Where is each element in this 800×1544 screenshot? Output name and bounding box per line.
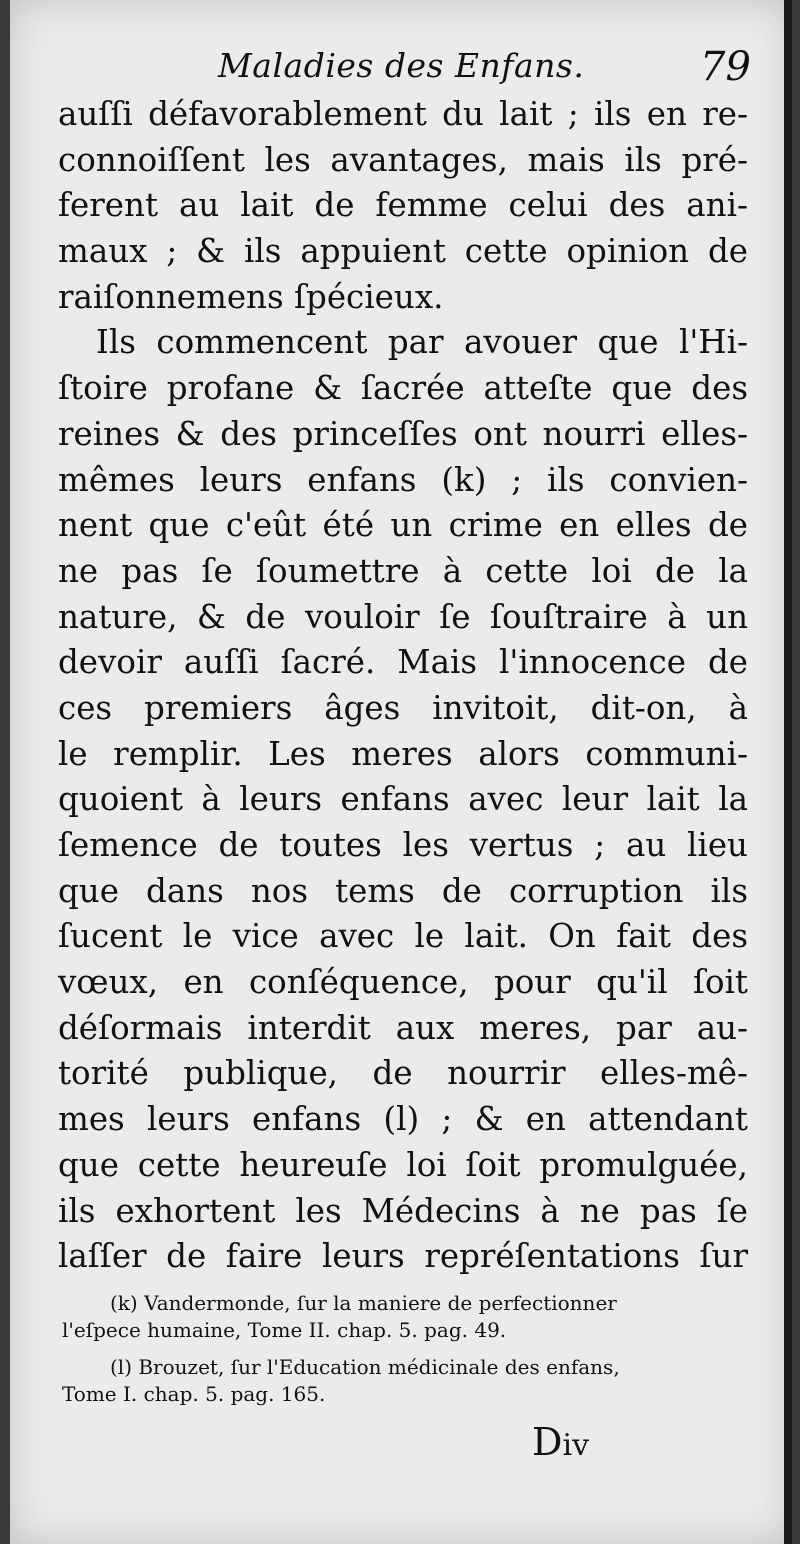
page-number: 79 (700, 44, 751, 90)
footnote-line: (l) Brouzet, ſur l'Education médicinale des enfans, (110, 1355, 620, 1379)
footnote-line: Tome I. chap. 5. pag. 165. (62, 1382, 326, 1406)
footnote-line: (k) Vandermonde, ſur la maniere de perfectionner (110, 1291, 617, 1315)
text-line: mes leurs enfans (l) ; & en attendant (58, 1100, 748, 1139)
text-line: que cette heureuſe loi ſoit promulguée, (58, 1145, 748, 1184)
paragraph-start-line: Ils commencent par avouer que l'Hi- (96, 323, 748, 362)
text-line: ces premiers âges invitoit, dit-on, à (58, 688, 748, 727)
text-line: laſſer de faire leurs repréſentations ſur (58, 1237, 748, 1276)
footnote-k (62, 1290, 752, 1344)
page-edge-shadow (784, 0, 792, 1544)
footnote-l (62, 1354, 752, 1408)
book-page (10, 0, 792, 1544)
text-line: ne pas ſe ſoumettre à cette loi de la (58, 551, 748, 590)
text-line: nent que c'eût été un crime en elles de (58, 506, 748, 545)
text-line: le remplir. Les meres alors communi- (58, 734, 748, 773)
text-line: ferent au lait de femme celui des ani- (58, 186, 748, 225)
running-head: Maladies des Enfans. (218, 46, 585, 85)
text-line: vœux, en conſéquence, pour qu'il ſoit (58, 963, 748, 1002)
text-line: mêmes leurs enfans (k) ; ils convien- (58, 460, 748, 499)
text-line: ils exhortent les Médecins à ne pas ſe (58, 1191, 748, 1230)
text-line: déſormais interdit aux meres, par au- (58, 1008, 748, 1047)
text-line: maux ; & ils appuient cette opinion de (58, 232, 748, 271)
signature-mark (532, 1420, 589, 1464)
footnotes (62, 1290, 752, 1418)
body-text (58, 92, 748, 1280)
signature-letter: D (532, 1420, 563, 1464)
text-line: reines & des princeſſes ont nourri elles- (58, 414, 748, 453)
text-line: auſſi défavorablement du lait ; ils en re- (58, 95, 748, 133)
text-line: torité publique, de nourrir elles-mê- (58, 1054, 748, 1093)
text-line: ſucent le vice avec le lait. On fait des (58, 917, 748, 956)
text-line: connoiſſent les avantages, mais ils pré- (58, 140, 748, 179)
text-line: quoient à leurs enfans avec leur lait la (58, 780, 748, 819)
text-line: raiſonnemens ſpécieux. (58, 277, 444, 316)
text-line: devoir auſſi ſacré. Mais l'innocence de (58, 643, 748, 682)
text-line: ſemence de toutes les vertus ; au lieu (58, 826, 748, 864)
signature-numeral: iv (562, 1428, 590, 1463)
text-line: ſtoire profane & ſacrée atteſte que des (58, 369, 748, 408)
footnote-line: l'eſpece humaine, Tome II. chap. 5. pag. 49. (62, 1318, 507, 1342)
text-line: que dans nos tems de corruption ils (58, 871, 748, 910)
page-header (10, 40, 792, 100)
text-line: nature, & de vouloir ſe ſouſtraire à un (58, 597, 748, 636)
